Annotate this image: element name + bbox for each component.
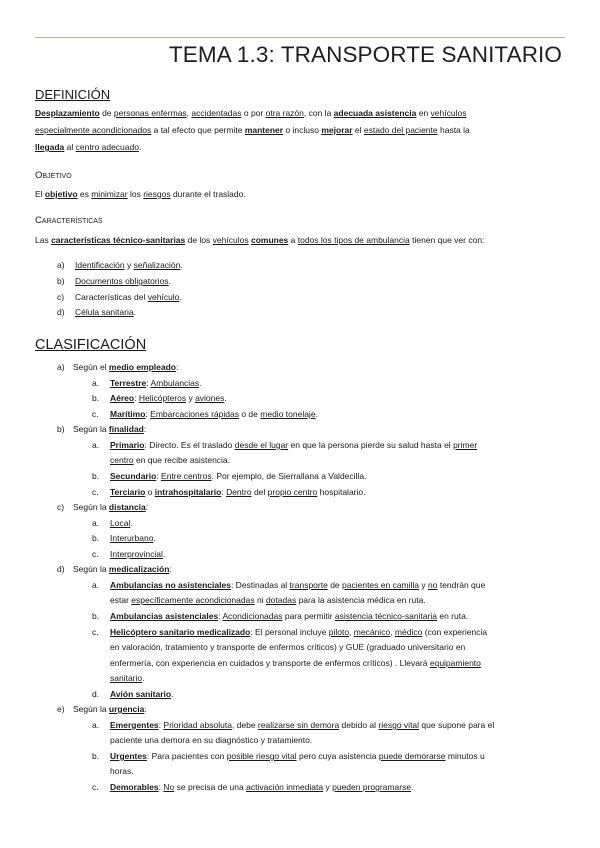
objective-text: El objetivo es minimizar los riesgos durante el traslado.: [35, 189, 246, 199]
list-item-continuation: en valoración, tratamiento y transporte de enfermos críticos) y GUE (graduado universitario en: [110, 642, 466, 652]
list-item: Emergentes: Prioridad absoluta, debe realizarse sin demora debido al riesgo vital que supone para el: [110, 720, 495, 730]
list-item-marker: a.: [92, 440, 100, 450]
list-item-marker: b.: [92, 471, 100, 481]
list-item-marker: a.: [92, 518, 100, 528]
list-item: Según la medicalización:: [73, 564, 172, 574]
list-item-marker: c): [57, 502, 65, 512]
list-item-marker: d): [57, 564, 65, 574]
list-item: Urgentes: Para pacientes con posible riesgo vital pero cuya asistencia puede demorarse minutos u: [110, 751, 485, 761]
list-item-marker: e): [57, 704, 65, 714]
list-item-marker: a): [57, 260, 65, 270]
list-item: Según la urgencia:: [73, 704, 147, 714]
list-item-marker: b.: [92, 393, 100, 403]
list-item: Demorables: No se precisa de una activación inmediata y pueden programarse.: [110, 782, 414, 792]
list-item: Célula sanitaria.: [75, 307, 136, 317]
list-item-marker: a): [57, 362, 65, 372]
page-title: TEMA 1.3: TRANSPORTE SANITARIO: [168, 42, 562, 67]
heading-definicion: DEFINICIÓN: [35, 87, 111, 102]
list-item: Helicóptero sanitario medicalizado: El personal incluye piloto, mecánico, médico (con experiencia: [110, 627, 488, 637]
list-item: Según la distancia:: [73, 502, 149, 512]
heading-caracteristicas: Características: [35, 215, 103, 226]
list-item-marker: d.: [92, 689, 100, 699]
heading-objetivo: Objetivo: [35, 170, 72, 181]
list-item-marker: a.: [92, 378, 100, 388]
list-item: Características del vehículo.: [75, 292, 182, 302]
list-item-continuation: estar específicamente acondicionadas ni dotadas para la asistencia médica en ruta.: [110, 595, 426, 605]
list-item: Identificación y señalización.: [75, 260, 183, 270]
list-item: Documentos obligatorios.: [75, 276, 171, 286]
list-item: Ambulancias asistenciales: Acondicionadas para permitir asistencia técnico-sanitaria en ruta.: [110, 611, 469, 621]
list-item-marker: c.: [92, 782, 99, 792]
list-item-marker: a.: [92, 720, 100, 730]
list-item-marker: b.: [92, 533, 100, 543]
list-item-marker: c.: [92, 549, 99, 559]
list-item: Según la finalidad:: [73, 424, 147, 434]
list-item: Avión sanitario.: [110, 689, 174, 699]
list-item: Según el medio empleado:: [73, 362, 179, 372]
list-item: Secundario: Entre centros. Por ejemplo, de Sierrallana a Valdecilla.: [110, 471, 367, 481]
list-item: Local.: [110, 518, 133, 528]
list-item: Marítimo: Embarcaciones rápidas o de medio tonelaje.: [110, 409, 318, 419]
list-item-marker: c.: [92, 409, 99, 419]
list-item-marker: b): [57, 424, 65, 434]
list-item: Aéreo: Helicópteros y aviones.: [110, 393, 227, 403]
list-item-marker: b.: [92, 751, 100, 761]
list-item-continuation: horas.: [110, 766, 134, 776]
list-item: Ambulancias no asistenciales: Destinadas al transporte de pacientes en camilla y no tendrán que: [110, 580, 486, 590]
definition-paragraph: Desplazamiento de personas enfermas, accidentadas o por otra razón, con la adecuada asistencia en vehículos especialmente acondicionados a tal efecto que permite mantener o incluso mejorar el estado del paciente hasta la llegada al centro adecuado.: [35, 108, 470, 152]
list-item: Interprovincial.: [110, 549, 166, 559]
list-item: Interurbano.: [110, 533, 156, 543]
list-item: Terrestre: Ambulancias.: [110, 378, 202, 388]
list-item-continuation: paciente una demora en su diagnóstico y tratamiento.: [110, 735, 313, 745]
list-item-continuation: enfermería, con experiencia en cuidados y transporte de enfermos críticos) . Llevará equipamiento: [110, 658, 481, 668]
list-item: Terciario o intrahospitalario: Dentro del propio centro hospitalario.: [110, 487, 366, 497]
header-rule: [35, 37, 565, 38]
list-item-marker: c.: [92, 627, 99, 637]
list-item-marker: b.: [92, 611, 100, 621]
list-item-marker: c): [57, 292, 65, 302]
list-item-marker: c.: [92, 487, 99, 497]
list-item-continuation: sanitario.: [110, 673, 145, 683]
heading-clasificacion: CLASIFICACIÓN: [35, 337, 147, 353]
characteristics-intro: Las características técnico-sanitarias de los vehículos comunes a todos los tipos de ambulancia tienen que ver con:: [35, 235, 485, 245]
list-item-continuation: centro en que recibe asistencia.: [110, 455, 231, 465]
list-item-marker: b): [57, 276, 65, 286]
list-item: Primario: Directo. Es el traslado desde el lugar en que la persona pierde su salud hasta el primer: [110, 440, 478, 450]
list-item-marker: d): [57, 307, 65, 317]
list-item-marker: a.: [92, 580, 100, 590]
